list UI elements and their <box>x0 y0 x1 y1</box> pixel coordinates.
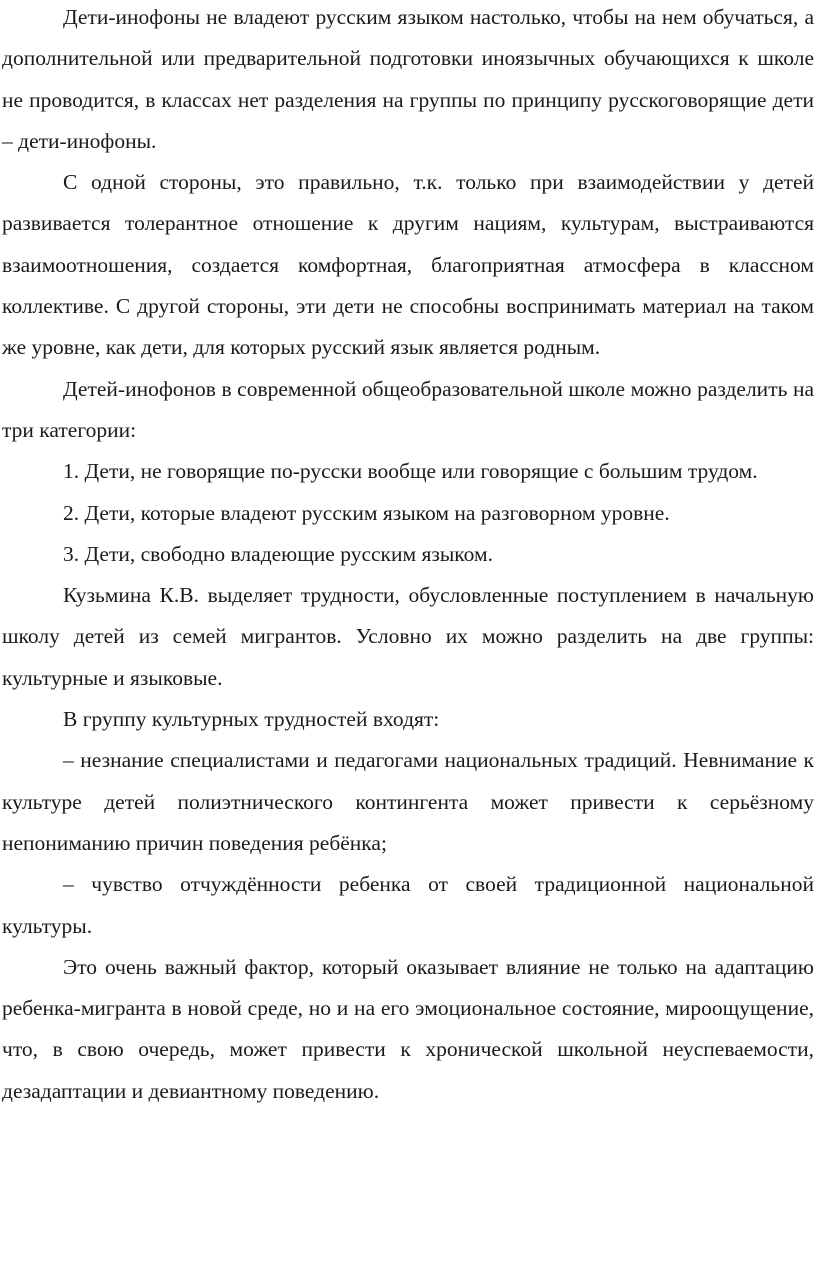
paragraph-2: С одной стороны, это правильно, т.к. только при взаимодействии у детей развивается толерантное отношение к другим нациям, культурам, выстраиваются взаимоотношения, создается комфортная, благоприятная атмосфера в классном коллективе. С другой стороны, эти дети не способны воспринимать материал на таком же уровне, как дети, для которых русский язык является родным. <box>2 170 814 360</box>
dash-item-1: – незнание специалистами и педагогами национальных традиций. Невнимание к культуре детей полиэтнического контингента может привести к серьёзному непониманию причин поведения ребёнка; <box>2 748 814 855</box>
list-item-3: 3. Дети, свободно владеющие русским языком. <box>63 541 493 566</box>
paragraph-4: Кузьмина К.В. выделяет трудности, обусловленные поступлением в начальную школу детей из семей мигрантов. Условно их можно разделить на две группы: культурные и языковые. <box>2 583 814 690</box>
paragraph-5: В группу культурных трудностей входят: <box>63 707 440 732</box>
paragraph-1: Дети-инофоны не владеют русским языком настолько, чтобы на нем обучаться, а дополнительной или предварительной подготовки иноязычных обучающихся к школе не проводится, в классах нет разделения на группы по принципу русскоговорящие дети – дети-инофоны. <box>2 5 814 153</box>
paragraph-3: Детей-инофонов в современной общеобразовательной школе можно разделить на три категории: <box>2 376 814 442</box>
paragraph-6: Это очень важный фактор, который оказывает влияние не только на адаптацию ребенка-мигранта в новой среде, но и на его эмоциональное состояние, мироощущение, что, в свою очередь, может привести к хронической школьной неуспеваемости, дезадаптации и девиантному поведению. <box>2 954 814 1103</box>
list-item-1: 1. Дети, не говорящие по-русски вообще или говорящие с большим трудом. <box>63 459 758 484</box>
dash-item-2: – чувство отчуждённости ребенка от своей традиционной национальной культуры. <box>2 872 814 938</box>
list-item-2: 2. Дети, которые владеют русским языком на разговорном уровне. <box>63 500 670 525</box>
